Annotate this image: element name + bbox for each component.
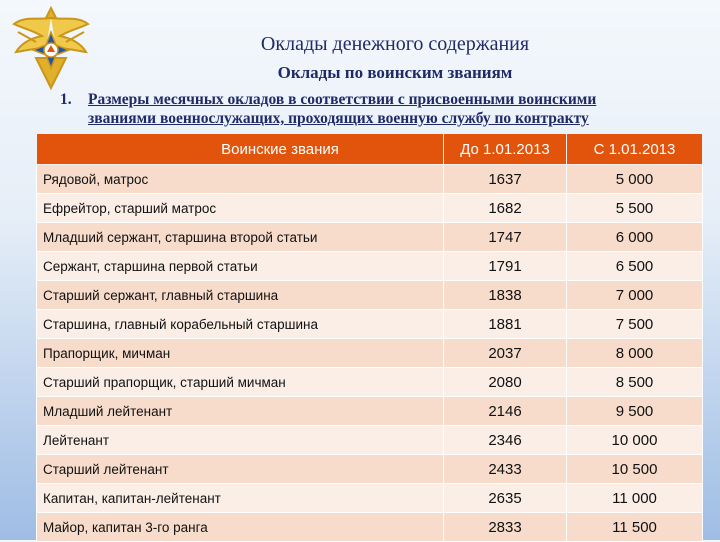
table-row xyxy=(37,310,703,339)
salary-after-cell: 11 500 xyxy=(567,513,703,542)
section-number: 1. xyxy=(60,91,72,108)
rank-cell: Старший сержант, главный старшина xyxy=(37,281,444,310)
salary-before-cell: 2433 xyxy=(444,455,567,484)
table-row xyxy=(37,455,703,484)
table-row xyxy=(37,426,703,455)
salary-before-cell: 1791 xyxy=(444,252,567,281)
salary-after-cell: 5 000 xyxy=(567,165,703,194)
salary-after-cell: 8 000 xyxy=(567,339,703,368)
column-header-rank: Воинские звания xyxy=(37,134,444,165)
table-row xyxy=(37,223,703,252)
salary-before-cell: 1682 xyxy=(444,194,567,223)
salary-after-cell: 6 500 xyxy=(567,252,703,281)
salary-before-cell: 2146 xyxy=(444,397,567,426)
column-header-before-2013: До 1.01.2013 xyxy=(444,134,567,165)
rank-cell: Старшина, главный корабельный старшина xyxy=(37,310,444,339)
table-row xyxy=(37,165,703,194)
rank-cell: Сержант, старшина первой статьи xyxy=(37,252,444,281)
salary-after-cell: 7 500 xyxy=(567,310,703,339)
salary-after-cell: 11 000 xyxy=(567,484,703,513)
rank-cell: Лейтенант xyxy=(37,426,444,455)
rank-cell: Старший лейтенант xyxy=(37,455,444,484)
salary-before-cell: 2635 xyxy=(444,484,567,513)
rank-cell: Рядовой, матрос xyxy=(37,165,444,194)
salary-after-cell: 10 000 xyxy=(567,426,703,455)
table-row xyxy=(37,513,703,542)
table-row xyxy=(37,484,703,513)
salary-before-cell: 1637 xyxy=(444,165,567,194)
table-header-row xyxy=(37,134,703,165)
salary-after-cell: 6 000 xyxy=(567,223,703,252)
salary-after-cell: 8 500 xyxy=(567,368,703,397)
table-row xyxy=(37,252,703,281)
page-title: Оклады денежного содержания xyxy=(260,33,530,55)
rank-cell: Прапорщик, мичман xyxy=(37,339,444,368)
salary-before-cell: 2833 xyxy=(444,513,567,542)
table-row xyxy=(37,368,703,397)
salary-before-cell: 2037 xyxy=(444,339,567,368)
page-subtitle: Оклады по воинским званиям xyxy=(277,63,513,82)
table-row xyxy=(37,281,703,310)
section-heading-line-1: Размеры месячных окладов в соответствии с присвоенными воинскими xyxy=(88,91,597,108)
table-row xyxy=(37,397,703,426)
rank-cell: Старший прапорщик, старший мичман xyxy=(37,368,444,397)
column-header-from-2013: С 1.01.2013 xyxy=(567,134,703,165)
salary-after-cell: 5 500 xyxy=(567,194,703,223)
salary-before-cell: 2346 xyxy=(444,426,567,455)
salary-before-cell: 2080 xyxy=(444,368,567,397)
rank-cell: Ефрейтор, старший матрос xyxy=(37,194,444,223)
rank-cell: Капитан, капитан-лейтенант xyxy=(37,484,444,513)
salary-before-cell: 1881 xyxy=(444,310,567,339)
rank-cell: Младший сержант, старшина второй статьи xyxy=(37,223,444,252)
section-heading xyxy=(62,90,702,128)
table-row xyxy=(37,194,703,223)
section-heading-line-2: званиями военнослужащих, проходящих военную службу по контракту xyxy=(88,110,589,127)
table-row xyxy=(37,339,703,368)
rank-cell: Младший лейтенант xyxy=(37,397,444,426)
rank-cell: Майор, капитан 3-го ранга xyxy=(37,513,444,542)
salary-before-cell: 1747 xyxy=(444,223,567,252)
salary-table xyxy=(36,133,703,542)
salary-before-cell: 1838 xyxy=(444,281,567,310)
salary-after-cell: 10 500 xyxy=(567,455,703,484)
salary-after-cell: 9 500 xyxy=(567,397,703,426)
salary-after-cell: 7 000 xyxy=(567,281,703,310)
